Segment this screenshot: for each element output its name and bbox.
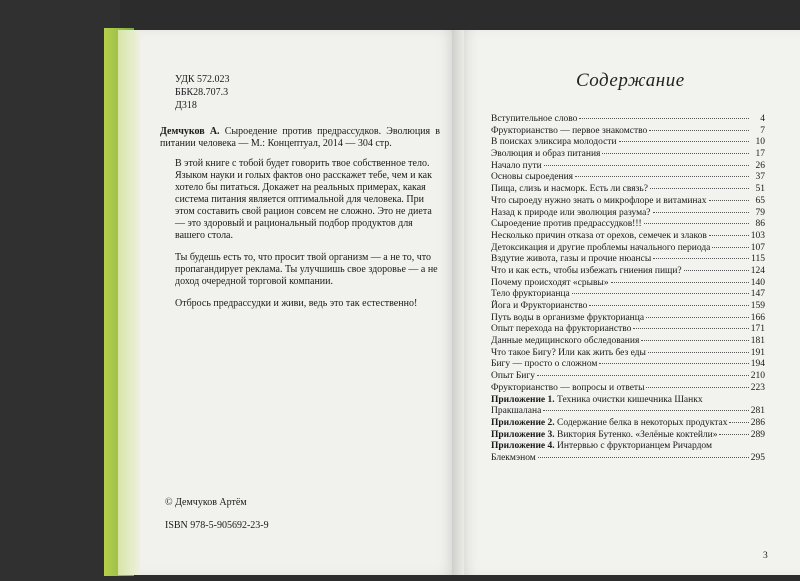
appendix-label: Приложение 4. <box>491 441 555 452</box>
author-mark: Д318 <box>175 100 197 111</box>
toc-entry <box>491 149 765 161</box>
toc-entry <box>491 196 765 208</box>
toc-appendix-title <box>491 430 717 442</box>
toc-entry-title: Почему происходят «срывы» <box>491 277 609 288</box>
toc-entry-title: Несколько причин отказа от орехов, семечек и злаков <box>491 230 707 241</box>
toc-entry-page: 86 <box>755 219 765 230</box>
toc-entry-page: 286 <box>750 417 765 428</box>
toc-entry-page: 103 <box>750 230 765 241</box>
toc-leader-dots <box>538 457 749 458</box>
toc-leader-dots <box>589 305 748 306</box>
toc-entry-title: Что такое Бигу? Или как жить без еды <box>491 347 646 358</box>
classification-codes <box>175 74 230 113</box>
toc-leader-dots <box>712 247 748 248</box>
toc-entry-title: Эволюция и образ питания <box>491 149 601 160</box>
toc-entry <box>491 254 765 266</box>
toc-entry-page: 107 <box>750 242 765 253</box>
toc-leader-dots <box>619 141 749 142</box>
toc-leader-dots <box>653 258 749 259</box>
page-number: 3 <box>763 551 768 561</box>
book-gutter <box>452 30 464 575</box>
page-title: Содержание <box>576 70 685 91</box>
toc-appendix-entry <box>491 418 765 430</box>
background <box>0 0 120 581</box>
toc-leader-dots <box>611 282 749 283</box>
toc-entry <box>491 278 765 290</box>
appendix-text-continued: Блекмэном <box>491 452 536 463</box>
appendix-label: Приложение 1. <box>491 394 555 405</box>
annotation-paragraph-2: Ты будешь есть то, что просит твой организм — а не то, что пропагандирует реклама. Ты улучшишь свое здоровье — а не доход очередной торговой компании. <box>175 252 438 287</box>
toc-entry-page: 147 <box>750 289 765 300</box>
toc-appendix-entry <box>491 441 765 453</box>
toc-appendix-title <box>491 395 703 407</box>
toc-entry-title: Фрукторианство — вопросы и ответы <box>491 382 645 393</box>
toc-entry <box>491 114 765 126</box>
toc-leader-dots <box>572 293 749 294</box>
toc-appendix-continuation <box>491 406 765 418</box>
toc-entry-page: 140 <box>750 277 765 288</box>
annotation-paragraph-3: Отбрось предрассудки и живи, ведь это так естественно! <box>175 298 418 309</box>
toc-leader-dots <box>684 270 749 271</box>
toc-leader-dots <box>544 165 749 166</box>
annotation <box>175 158 440 320</box>
toc-entry-page: 281 <box>750 406 765 417</box>
toc-leader-dots <box>646 387 748 388</box>
toc-leader-dots <box>602 153 749 154</box>
appendix-label: Приложение 3. <box>491 429 555 440</box>
toc-entry <box>491 161 765 173</box>
toc-entry-page: 65 <box>755 195 765 206</box>
toc-entry-page: 210 <box>750 371 765 382</box>
appendix-text: Содержание белка в некоторых продуктах <box>554 417 728 428</box>
toc-entry <box>491 208 765 220</box>
toc-entry <box>491 137 765 149</box>
toc-entry-title: Назад к природе или эволюция разума? <box>491 207 651 218</box>
toc-entry-page: 181 <box>750 336 765 347</box>
toc-entry <box>491 219 765 231</box>
toc-entry-page: 191 <box>750 347 765 358</box>
udk-code: УДК 572.023 <box>175 74 230 85</box>
toc-entry-page: 194 <box>750 359 765 370</box>
copyright: © Демчуков Артём <box>165 497 247 508</box>
appendix-text: Техника очистки кишечника Шанкх <box>554 394 703 405</box>
toc-entry <box>491 371 765 383</box>
toc-entry <box>491 348 765 360</box>
toc-entry-title: Фрукторианство — первое знакомство <box>491 125 648 136</box>
toc-entry-title: Опыт перехода на фрукторианство <box>491 324 632 335</box>
isbn: ISBN 978-5-905692-23-9 <box>165 520 269 531</box>
toc-entry-title: Йога и Фрукторианство <box>491 301 588 311</box>
toc-entry-page: 159 <box>750 301 765 311</box>
toc-entry-page: 171 <box>750 324 765 335</box>
toc-entry-title: Что сыроеду нужно знать о микрофлоре и витаминах <box>491 195 707 206</box>
toc-entry-title: Начало пути <box>491 160 542 171</box>
toc-entry-page: 124 <box>750 265 765 276</box>
toc-leader-dots <box>650 188 749 189</box>
toc-entry <box>491 231 765 243</box>
toc-leader-dots <box>719 434 748 435</box>
appendix-text: Интервью с фрукторианцем Ричардом <box>554 441 712 452</box>
toc-leader-dots <box>729 422 748 423</box>
toc-entry-page: 10 <box>755 137 765 148</box>
toc-leader-dots <box>646 317 749 318</box>
toc-entry-page: 51 <box>755 184 765 195</box>
toc-entry-title: Что и как есть, чтобы избежать гниения пищи? <box>491 265 682 276</box>
toc-entry <box>491 172 765 184</box>
toc-entry-page: 166 <box>750 312 765 323</box>
toc-entry-page: 223 <box>750 382 765 393</box>
appendix-text-continued: Пракшалана <box>491 406 542 417</box>
biblio-description: Сыроедение против предрассудков. Эволюция в питании человека — М.: Концептуал, 2014 — 304 стр. <box>160 126 440 149</box>
toc-leader-dots <box>644 223 749 224</box>
toc-appendix-title <box>491 441 712 453</box>
toc-entry <box>491 184 765 196</box>
toc-appendix-entry <box>491 430 765 442</box>
toc-leader-dots <box>537 375 749 376</box>
appendix-text: Виктория Бутенко. «Зелёные коктейли» <box>554 429 718 440</box>
toc-entry-title: Сыроедение против предрассудков!!! <box>491 219 642 230</box>
toc-leader-dots <box>653 212 750 213</box>
toc-leader-dots <box>709 200 750 201</box>
toc-entry-title: Пища, слизь и насморк. Есть ли связь? <box>491 184 648 195</box>
toc-leader-dots <box>648 352 749 353</box>
toc-leader-dots <box>641 340 748 341</box>
toc-entry-title: Бигу — просто о сложном <box>491 359 598 370</box>
toc-entry-title: Опыт Бигу <box>491 371 536 382</box>
toc-entry-page: 4 <box>760 114 765 124</box>
appendix-label: Приложение 2. <box>491 417 555 428</box>
annotation-paragraph-1: В этой книге с тобой будет говорить твое собственное тело. Языком науки и голых фактов оно расскажет тебе, чем и как хотело бы питаться. Докажет на реальных примерах, какая система питания является оптимальной для человека. При этом составить свой рацион совсем не сложно. Это не диета — это здоровый и рациональный подбор продуктов для вашего стола. <box>175 158 432 241</box>
toc-entry-title: В поисках эликсира молодости <box>491 137 617 148</box>
toc-entry-page: 115 <box>751 254 765 265</box>
toc-leader-dots <box>633 328 748 329</box>
toc-entry-page: 295 <box>750 452 765 463</box>
toc-leader-dots <box>709 235 749 236</box>
toc-entry-title: Путь воды в организме фрукторианца <box>491 312 645 323</box>
toc-entry-title: Вступительное слово <box>491 114 578 124</box>
table-of-contents <box>491 114 765 465</box>
toc-entry-page: 37 <box>755 172 765 183</box>
toc-leader-dots <box>579 118 749 119</box>
toc-leader-dots <box>543 410 748 411</box>
toc-entry <box>491 266 765 278</box>
toc-entry <box>491 324 765 336</box>
toc-entry-page: 7 <box>760 125 765 136</box>
bibliographic-record <box>160 126 440 150</box>
toc-entry <box>491 243 765 255</box>
toc-entry <box>491 359 765 371</box>
toc-entry <box>491 126 765 138</box>
toc-entry-title: Данные медицинского обследования <box>491 336 640 347</box>
toc-leader-dots <box>649 130 749 131</box>
toc-entry <box>491 313 765 325</box>
toc-appendix-title <box>491 418 727 430</box>
bbk-code: ББК28.707.3 <box>175 87 229 98</box>
toc-appendix-continuation <box>491 453 765 465</box>
toc-entry-title: Тело фрукторианца <box>491 289 570 300</box>
toc-entry-title: Детоксикация и другие проблемы начального периода <box>491 242 711 253</box>
toc-entry-title: Вздутие живота, газы и прочие нюансы <box>491 254 652 265</box>
toc-entry <box>491 336 765 348</box>
toc-leader-dots <box>575 176 749 177</box>
toc-entry <box>491 289 765 301</box>
toc-entry-page: 17 <box>755 149 765 160</box>
toc-appendix-entry <box>491 395 765 407</box>
toc-leader-dots <box>599 363 748 364</box>
toc-entry <box>491 301 765 313</box>
left-page-shadow <box>118 30 140 575</box>
toc-entry-page: 26 <box>755 160 765 171</box>
toc-entry <box>491 383 765 395</box>
toc-entry-page: 79 <box>755 207 765 218</box>
biblio-author: Демчуков А. <box>160 126 220 137</box>
toc-entry-title: Основы сыроедения <box>491 172 574 183</box>
toc-entry-page: 289 <box>750 429 765 440</box>
